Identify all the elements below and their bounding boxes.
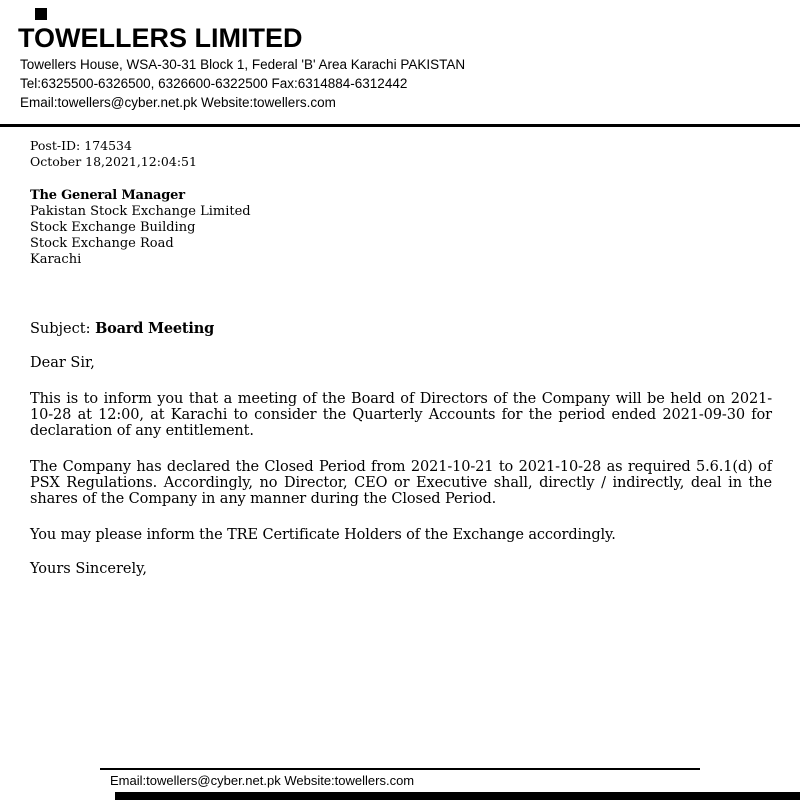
recipient-title: The General Manager (30, 188, 185, 203)
company-email-website: Email:towellers@cyber.net.pk Website:towellers.com (20, 94, 336, 110)
company-address: Towellers House, WSA-30-31 Block 1, Federal 'B' Area Karachi PAKISTAN (20, 56, 466, 72)
letterhead (18, 24, 778, 111)
subject-label: Subject: (30, 321, 91, 337)
paragraph-tre-notice: You may please inform the TRE Certificate Holders of the Exchange accordingly. (30, 527, 616, 543)
footer-email-website: Email:towellers@cyber.net.pk Website:towellers.com (110, 773, 415, 788)
post-id: Post-ID: 174534 (30, 138, 132, 153)
subject-line (30, 320, 772, 337)
decorative-square (35, 8, 47, 20)
bottom-bar (115, 792, 800, 800)
recipient-line: Stock Exchange Road (30, 236, 174, 251)
recipient-line: Karachi (30, 252, 82, 267)
paragraph-closed-period: The Company has declared the Closed Period from 2021-10-21 to 2021-10-28 as required 5.6.1(d) of PSX Regulations. Accordingly, no Director, CEO or Executive shall, directly / indirectly, deal in the shares of the Company in any manner during the Closed Period. (30, 459, 772, 507)
subject-value: Board Meeting (95, 320, 215, 337)
header-divider (0, 124, 800, 127)
paragraph-meeting-notice: This is to inform you that a meeting of the Board of Directors of the Company will be held on 2021-10-28 at 12:00, at Karachi to consider the Quarterly Accounts for the period ended 2021-09-30 for declaration of any entitlement. (30, 391, 772, 439)
recipient-line: Stock Exchange Building (30, 220, 196, 235)
letter-body (30, 138, 772, 577)
salutation: Dear Sir, (30, 355, 95, 371)
company-phone: Tel:6325500-6326500, 6326600-6322500 Fax:6314884-6312442 (20, 75, 408, 91)
closing: Yours Sincerely, (30, 561, 147, 577)
footer-divider (100, 768, 700, 770)
recipient-line: Pakistan Stock Exchange Limited (30, 204, 251, 219)
letter-datetime: October 18,2021,12:04:51 (30, 154, 197, 169)
company-name: TOWELLERS LIMITED (18, 23, 303, 53)
recipient-block (30, 188, 772, 268)
